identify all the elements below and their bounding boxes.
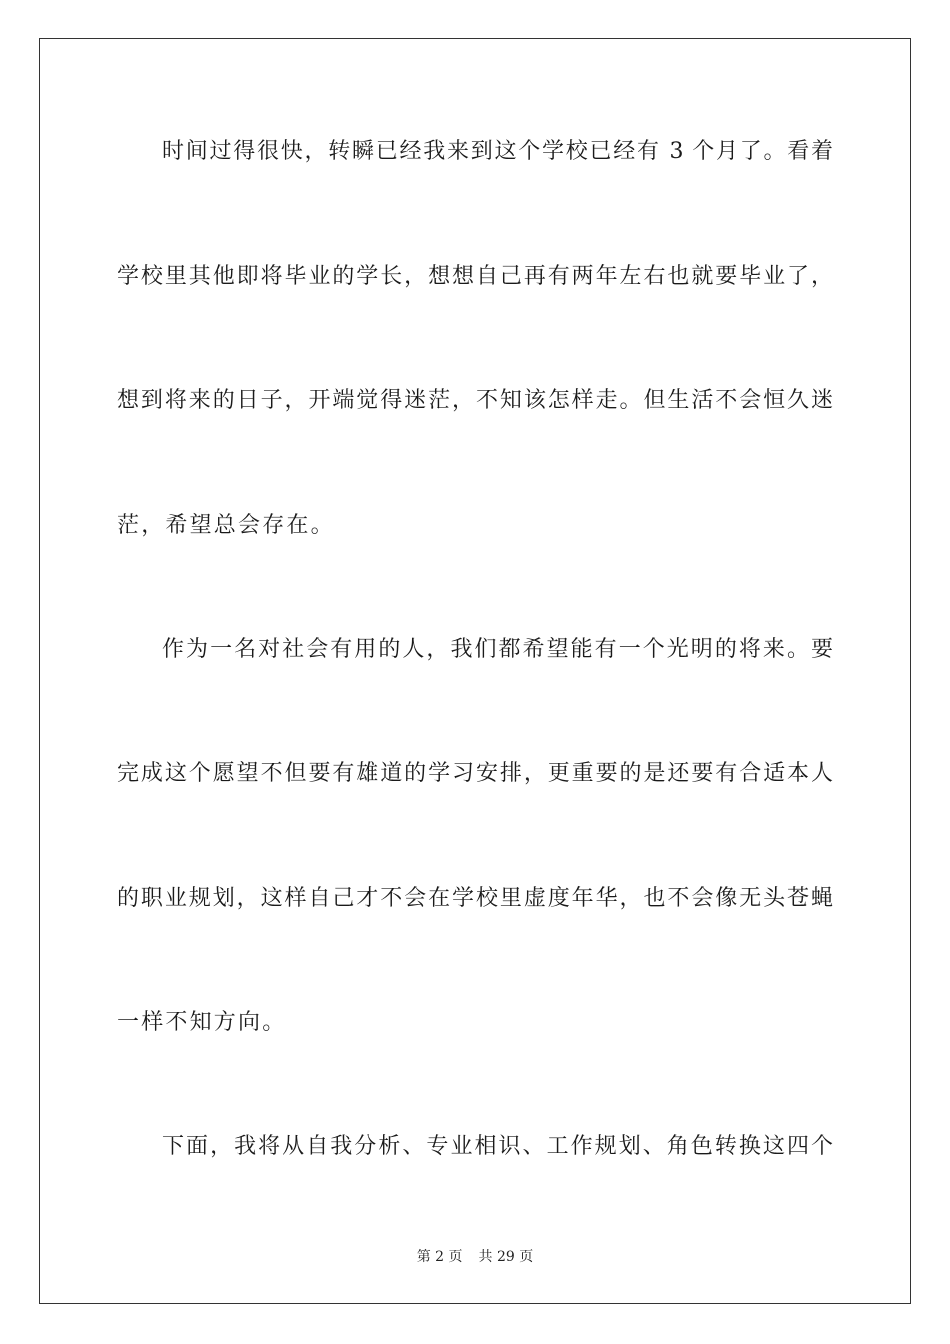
page-border <box>39 38 911 1304</box>
paragraph-1-line-4: 茫，希望总会存在。 <box>117 513 335 538</box>
paragraph-2-line-3: 的职业规划，这样自己才不会在学校里虚度年华，也不会像无头苍蝇 <box>117 886 833 911</box>
paragraph-2-line-1: 作为一名对社会有用的人，我们都希望能有一个光明的将来。要 <box>162 637 833 662</box>
paragraph-2-line-4: 一样不知方向。 <box>117 1010 287 1035</box>
paragraph-2-line-2: 完成这个愿望不但要有雄道的学习安排，更重要的是还要有合适本人 <box>117 761 833 786</box>
paragraph-1-line-2: 学校里其他即将毕业的学长，想想自己再有两年左右也就要毕业了， <box>117 264 833 289</box>
page-total: 共 29 页 <box>478 1249 534 1265</box>
page-footer <box>0 1247 950 1267</box>
paragraph-1-line-3: 想到将来的日子，开端觉得迷茫，不知该怎样走。但生活不会恒久迷 <box>117 388 833 413</box>
paragraph-1-line-1: 时间过得很快，转瞬已经我来到这个学校已经有 3 个月了。看着 <box>162 139 833 164</box>
page-number: 第 2 页 <box>416 1249 463 1265</box>
paragraph-3-line-1: 下面，我将从自我分析、专业相识、工作规划、角色转换这四个 <box>162 1134 833 1159</box>
